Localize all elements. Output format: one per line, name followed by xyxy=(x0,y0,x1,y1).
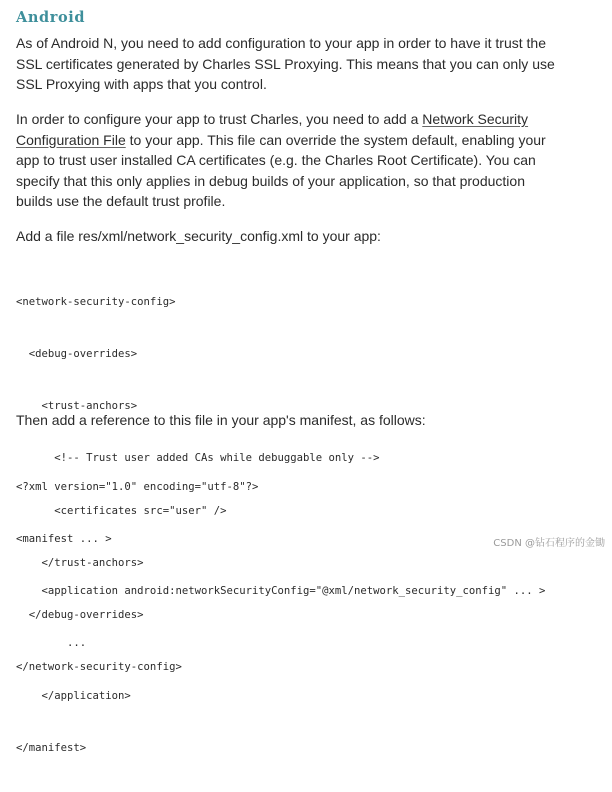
code-line: <network-security-config> xyxy=(16,295,176,308)
paragraph-configure xyxy=(16,109,596,212)
code-line: </manifest> xyxy=(16,741,87,754)
paragraph-line: As of Android N, you need to add configuration to your app in order to have it trust the xyxy=(16,35,546,51)
paragraph-line: SSL certificates generated by Charles SSL Proxying. This means that you can only use xyxy=(16,55,555,72)
code-line: </trust-anchors> xyxy=(16,556,144,569)
code-line: <trust-anchors> xyxy=(16,400,138,413)
paragraph-line: SSL Proxying with apps that you control. xyxy=(16,76,267,92)
paragraph-line: app to trust user installed CA certificates (e.g. the Charles Root Certificate). You can xyxy=(16,152,536,168)
paragraph-text: to your app. This file can override the system default, enabling your xyxy=(125,131,546,148)
code-block-manifest xyxy=(16,444,606,792)
code-line: <debug-overrides> xyxy=(16,348,138,361)
csdn-watermark: CSDN @钻石程序的金锄 xyxy=(493,538,605,549)
paragraph-add-file: Add a file res/xml/network_security_config.xml to your app: xyxy=(16,228,381,244)
code-line: <?xml version="1.0" encoding="utf-8"?> xyxy=(16,480,259,493)
code-line: ... xyxy=(16,637,87,650)
section-heading: Android xyxy=(16,9,86,26)
paragraph-manifest: Then add a reference to this file in your app's manifest, as follows: xyxy=(16,412,426,428)
code-line: </network-security-config> xyxy=(16,661,182,674)
paragraph-line: builds use the default trust profile. xyxy=(16,193,226,209)
paragraph-text: In order to configure your app to trust Charles, you need to add a xyxy=(16,111,423,127)
code-line: <application android:networkSecurityConfig="@xml/network_security_config" ... > xyxy=(16,585,546,598)
network-security-config-link[interactable]: Network Security xyxy=(422,111,529,127)
network-security-config-link-continued[interactable]: Configuration File xyxy=(16,131,126,148)
code-line: <certificates src="user" /> xyxy=(16,504,227,517)
code-line: </debug-overrides> xyxy=(16,609,144,622)
code-line: </application> xyxy=(16,689,131,702)
code-line: <!-- Trust user added CAs while debuggable only --> xyxy=(16,452,380,465)
paragraph-line: specify that this only applies in debug builds of your application, so that production xyxy=(16,172,525,189)
paragraph-intro xyxy=(16,33,596,95)
code-line: <manifest ... > xyxy=(16,533,112,546)
